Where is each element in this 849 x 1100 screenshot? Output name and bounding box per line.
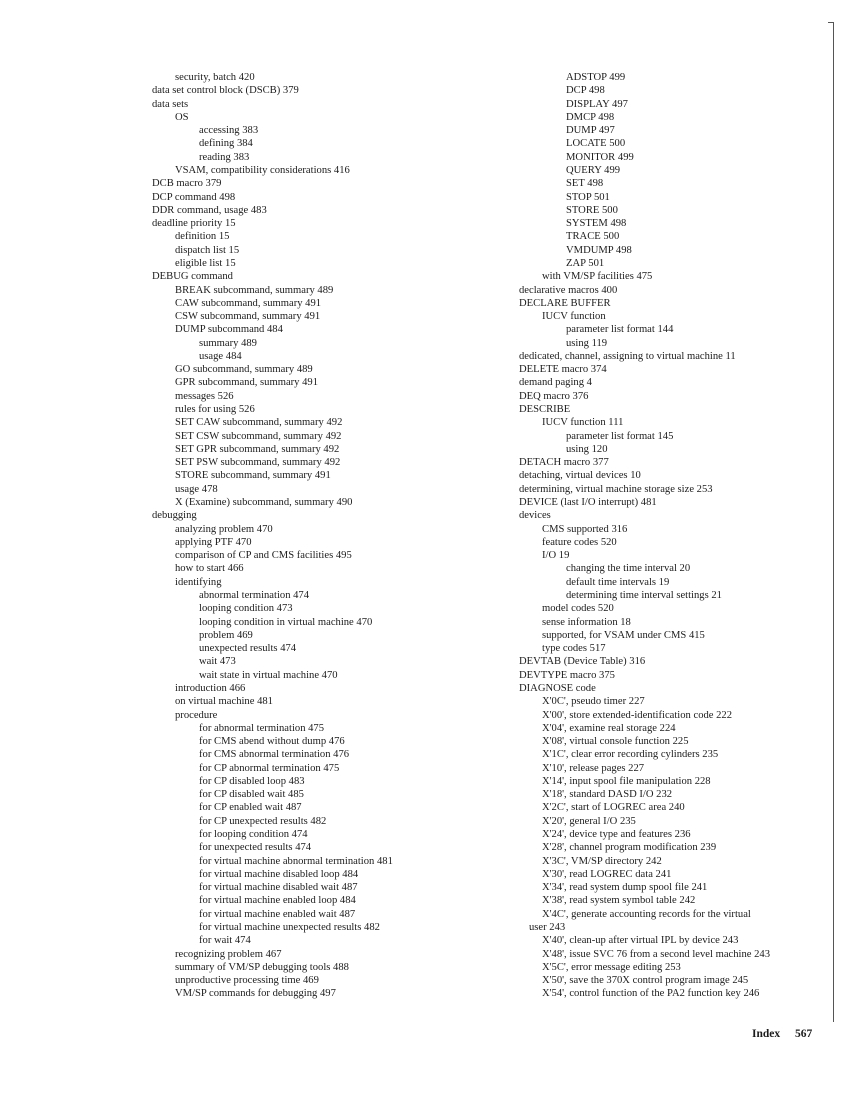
- index-entry: CSW subcommand, summary 491: [175, 311, 321, 323]
- index-entry: recognizing problem 467: [175, 948, 282, 960]
- index-entry: unproductive processing time 469: [175, 975, 319, 987]
- index-entry: X'3C', VM/SP directory 242: [542, 855, 662, 867]
- index-column-right: [519, 71, 829, 1001]
- page-footer: [752, 1028, 812, 1040]
- index-entry: on virtual machine 481: [175, 696, 273, 708]
- index-entry: DCP command 498: [152, 191, 236, 203]
- right-edge-tick: [828, 22, 834, 23]
- index-entry: ADSTOP 499: [566, 72, 626, 83]
- index-entry: changing the time interval 20: [566, 563, 691, 575]
- index-entry: DCP 498: [566, 85, 605, 97]
- index-entry: MONITOR 499: [566, 151, 634, 163]
- index-entry: for virtual machine disabled loop 484: [199, 868, 359, 880]
- index-entry: wait state in virtual machine 470: [199, 669, 338, 681]
- page-number: 567: [795, 1028, 813, 1040]
- index-entry: SET 498: [566, 178, 604, 190]
- index-entry: SYSTEM 498: [566, 218, 627, 230]
- index-entry: DECLARE BUFFER: [519, 297, 611, 309]
- index-entry: DEQ macro 376: [519, 390, 589, 402]
- index-entry: summary of VM/SP debugging tools 488: [175, 961, 349, 973]
- index-entry: X'50', save the 370X control program image 245: [542, 975, 749, 987]
- index-entry: with VM/SP facilities 475: [542, 271, 653, 283]
- index-entry: X'38', read system symbol table 242: [542, 895, 696, 907]
- index-entry: for CP abnormal termination 475: [199, 762, 340, 774]
- index-entry: problem 469: [199, 629, 253, 641]
- index-entry: DUMP subcommand 484: [175, 324, 283, 336]
- index-entry: how to start 466: [175, 563, 244, 575]
- index-entry: DEVTAB (Device Table) 316: [519, 656, 646, 668]
- index-entry: default time intervals 19: [566, 576, 670, 588]
- index-entry: TRACE 500: [566, 231, 620, 243]
- index-entry: for CP enabled wait 487: [199, 802, 302, 814]
- index-entry: X'5C', error message editing 253: [542, 961, 681, 973]
- index-entry: eligible list 15: [175, 257, 236, 269]
- index-entry: DETACH macro 377: [519, 457, 609, 469]
- index-entry: X'30', read LOGREC data 241: [542, 868, 672, 880]
- index-entry: usage 484: [199, 350, 242, 362]
- index-entry: for looping condition 474: [199, 829, 308, 841]
- index-entry: BREAK subcommand, summary 489: [175, 284, 334, 296]
- index-entry: X'48', issue SVC 76 from a second level machine 243: [542, 948, 771, 960]
- index-entry: accessing 383: [199, 125, 259, 137]
- index-entry: DDR command, usage 483: [152, 204, 267, 216]
- index-entry: sense information 18: [542, 616, 631, 628]
- index-entry: security, batch 420: [175, 72, 255, 83]
- index-entry: applying PTF 470: [175, 536, 252, 548]
- index-entry: OS: [175, 111, 189, 123]
- index-entry: CAW subcommand, summary 491: [175, 297, 322, 309]
- index-entry: summary 489: [199, 337, 257, 349]
- index-entry: SET CAW subcommand, summary 492: [175, 417, 343, 429]
- index-entry: STORE 500: [566, 204, 618, 216]
- index-entry: VM/SP commands for debugging 497: [175, 988, 336, 1000]
- index-entry: X'34', read system dump spool file 241: [542, 882, 708, 894]
- index-entry: X'2C', start of LOGREC area 240: [542, 802, 685, 814]
- index-entry: DUMP 497: [566, 125, 615, 137]
- index-entry: type codes 517: [542, 643, 606, 655]
- index-entry: user 243: [529, 922, 566, 933]
- index-entry: X'40', clean-up after virtual IPL by device 243: [542, 935, 739, 947]
- index-entry: DELETE macro 374: [519, 364, 607, 376]
- index-entry: LOCATE 500: [566, 138, 626, 150]
- index-entry: X'04', examine real storage 224: [542, 722, 676, 734]
- index-entry: model codes 520: [542, 603, 614, 615]
- index-entry: SET CSW subcommand, summary 492: [175, 430, 342, 442]
- index-entry: STOP 501: [566, 191, 610, 203]
- index-entry: for wait 474: [199, 935, 251, 947]
- index-entry: supported, for VSAM under CMS 415: [542, 629, 705, 641]
- index-entry: looping condition in virtual machine 470: [199, 616, 373, 628]
- index-entry: I/O 19: [542, 550, 570, 562]
- index-entry: reading 383: [199, 151, 250, 163]
- index-entry: devices: [519, 510, 551, 522]
- index-entry: determining time interval settings 21: [566, 589, 722, 601]
- index-entry: DMCP 498: [566, 111, 615, 123]
- index-entry: data sets: [152, 98, 189, 110]
- index-entry: ZAP 501: [566, 257, 605, 269]
- index-entry: for virtual machine abnormal termination 481: [199, 855, 393, 867]
- index-entry: for virtual machine enabled loop 484: [199, 895, 356, 907]
- index-entry: declarative macros 400: [519, 284, 618, 296]
- index-entry: VSAM, compatibility considerations 416: [175, 164, 350, 176]
- index-entry: DEBUG command: [152, 271, 233, 283]
- index-entry: determining, virtual machine storage size 253: [519, 483, 713, 495]
- footer-label: Index: [752, 1028, 781, 1040]
- index-entry: X (Examine) subcommand, summary 490: [175, 497, 353, 508]
- index-entry: DESCRIBE: [519, 404, 571, 416]
- index-entry: X'08', virtual console function 225: [542, 736, 689, 748]
- index-entry: introduction 466: [175, 682, 246, 694]
- index-entry: using 119: [566, 337, 608, 349]
- index-column-left: [152, 71, 524, 1001]
- index-entry: rules for using 526: [175, 404, 255, 416]
- index-entry: detaching, virtual devices 10: [519, 470, 641, 482]
- index-entry: X'20', general I/O 235: [542, 815, 636, 827]
- index-entry: IUCV function 111: [542, 417, 624, 429]
- index-entry: dedicated, channel, assigning to virtual machine 11: [519, 350, 736, 362]
- index-entry: parameter list format 145: [566, 430, 674, 442]
- index-entry: for virtual machine unexpected results 482: [199, 922, 380, 933]
- index-entry: feature codes 520: [542, 536, 617, 548]
- index-entry: for CMS abend without dump 476: [199, 736, 345, 748]
- index-entry: SET GPR subcommand, summary 492: [175, 443, 340, 455]
- index-entry: analyzing problem 470: [175, 523, 273, 535]
- index-entry: for unexpected results 474: [199, 842, 312, 854]
- index-entry: X'14', input spool file manipulation 228: [542, 775, 711, 787]
- index-entry: for CMS abnormal termination 476: [199, 749, 350, 761]
- right-edge-rule: [833, 22, 834, 1022]
- index-entry: X'0C', pseudo timer 227: [542, 696, 645, 708]
- index-entry: looping condition 473: [199, 603, 293, 615]
- index-entry: procedure: [175, 709, 218, 721]
- index-entry: messages 526: [175, 390, 234, 402]
- index-entry: IUCV function: [542, 311, 606, 323]
- index-entry: demand paging 4: [519, 377, 592, 389]
- index-entry: definition 15: [175, 231, 230, 243]
- index-entry: X'1C', clear error recording cylinders 235: [542, 749, 719, 761]
- index-entry: comparison of CP and CMS facilities 495: [175, 550, 352, 562]
- index-entry: VMDUMP 498: [566, 244, 632, 256]
- index-entry: unexpected results 474: [199, 643, 297, 655]
- index-entry: for CP disabled wait 485: [199, 789, 304, 801]
- index-entry: for virtual machine disabled wait 487: [199, 882, 358, 894]
- index-entry: SET PSW subcommand, summary 492: [175, 457, 341, 469]
- index-entry: QUERY 499: [566, 164, 621, 176]
- index-entry: DISPLAY 497: [566, 98, 628, 110]
- index-entry: dispatch list 15: [175, 244, 240, 256]
- index-entry: X'00', store extended-identification code 222: [542, 709, 733, 721]
- index-entry: for CP disabled loop 483: [199, 775, 305, 787]
- index-entry: for virtual machine enabled wait 487: [199, 908, 356, 920]
- index-entry: usage 478: [175, 483, 218, 495]
- index-entry: DEVICE (last I/O interrupt) 481: [519, 497, 657, 508]
- index-entry: X'4C', generate accounting records for the virtual: [542, 908, 751, 920]
- index-entry: defining 384: [199, 138, 253, 150]
- index-entry: STORE subcommand, summary 491: [175, 470, 331, 482]
- index-entry: X'18', standard DASD I/O 232: [542, 789, 673, 801]
- index-entry: identifying: [175, 576, 222, 588]
- index-entry: using 120: [566, 443, 608, 455]
- index-entry: DIAGNOSE code: [519, 682, 596, 694]
- index-entry: GO subcommand, summary 489: [175, 364, 313, 376]
- index-entry: for abnormal termination 475: [199, 722, 325, 734]
- index-entry: GPR subcommand, summary 491: [175, 377, 319, 389]
- index-entry: for CP unexpected results 482: [199, 815, 327, 827]
- index-entry: abnormal termination 474: [199, 589, 310, 601]
- index-entry: X'24', device type and features 236: [542, 829, 691, 841]
- index-entry: X'54', control function of the PA2 function key 246: [542, 988, 760, 1000]
- index-entry: data set control block (DSCB) 379: [152, 85, 299, 97]
- index-entry: deadline priority 15: [152, 218, 236, 230]
- index-entry: wait 473: [199, 656, 236, 668]
- index-entry: parameter list format 144: [566, 324, 674, 336]
- index-entry: debugging: [152, 510, 197, 522]
- index-entry: X'10', release pages 227: [542, 762, 645, 774]
- index-entry: CMS supported 316: [542, 523, 628, 535]
- index-entry: DCB macro 379: [152, 178, 222, 190]
- index-entry: X'28', channel program modification 239: [542, 842, 717, 854]
- index-entry: DEVTYPE macro 375: [519, 669, 615, 681]
